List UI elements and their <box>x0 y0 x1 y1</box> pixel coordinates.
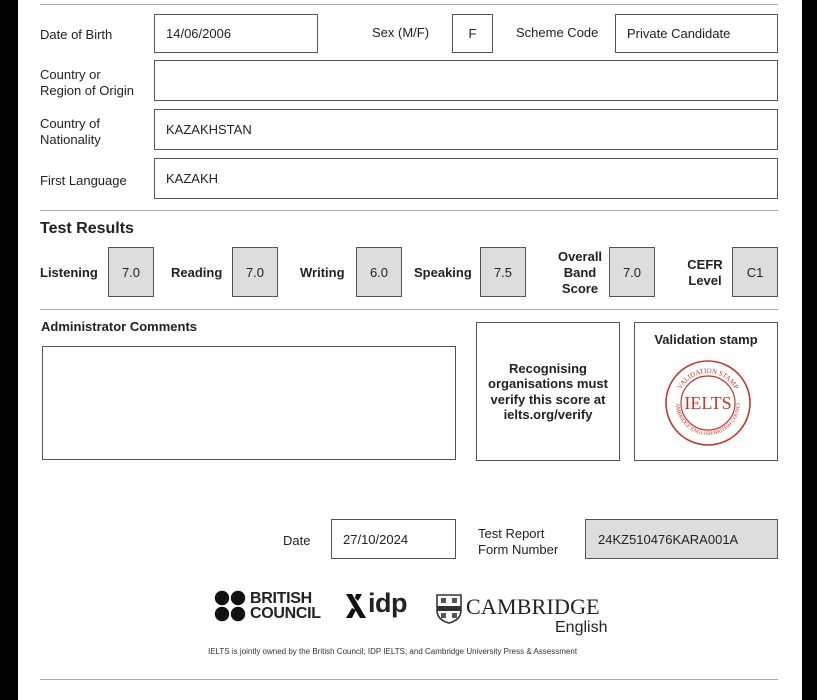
nationality-label-line2: Nationality <box>40 132 101 147</box>
sex-field: F <box>452 14 493 53</box>
speaking-label: Speaking <box>414 265 472 280</box>
nationality-label <box>40 116 101 148</box>
divider <box>40 4 778 5</box>
ielts-stamp <box>664 359 752 447</box>
language-label: First Language <box>40 173 127 188</box>
origin-field <box>154 60 778 101</box>
idp-logo-icon <box>344 592 368 620</box>
validation-stamp-box <box>634 322 778 461</box>
cambridge-shield-icon <box>436 594 462 624</box>
overall-label-line3: Score <box>561 281 599 296</box>
language-field: KAZAKH <box>154 158 778 199</box>
trf-number-field: 24KZ510476KARA001A <box>585 519 778 559</box>
divider <box>40 309 778 310</box>
british-council-wordmark <box>250 591 321 621</box>
divider <box>40 679 778 680</box>
nationality-label-line1: Country of <box>40 116 100 131</box>
report-sheet <box>18 0 802 700</box>
sex-label: Sex (M/F) <box>372 25 430 40</box>
scheme-label: Scheme Code <box>516 25 599 40</box>
reading-score: 7.0 <box>232 247 278 297</box>
validation-stamp-label: Validation stamp <box>654 332 758 347</box>
stamp-ring-bottom: AMBRIDGE ENGLISH/BRITISH COUNCI <box>673 402 743 438</box>
verify-line3: verify this score at <box>490 391 606 407</box>
writing-label: Writing <box>300 265 345 280</box>
verify-link: ielts.org/verify <box>503 407 593 422</box>
overall-label-line1: Overall <box>557 249 603 264</box>
cambridge-english-text: English <box>555 619 608 636</box>
date-field: 27/10/2024 <box>331 519 456 559</box>
origin-label-line1: Country or <box>40 67 101 82</box>
listening-label: Listening <box>40 265 98 280</box>
verify-line2: organisations must <box>488 376 608 391</box>
dob-label: Date of Birth <box>40 27 113 42</box>
stamp-ring-top: VALIDATION STAMP <box>675 366 741 391</box>
overall-label <box>552 249 608 297</box>
overall-label-line2: Band <box>563 265 597 280</box>
writing-score: 6.0 <box>356 247 402 297</box>
bc-line2: COUNCIL <box>250 605 321 622</box>
stamp-ielts-text: IELTS <box>684 393 732 413</box>
idp-wordmark: idp <box>368 588 407 618</box>
trf-label <box>478 526 558 558</box>
nationality-field: KAZAKHSTAN <box>154 109 778 150</box>
scheme-field: Private Candidate <box>615 14 778 53</box>
origin-label <box>40 67 134 99</box>
trf-label-line2: Form Number <box>478 542 559 557</box>
verify-line1: Recognising <box>508 360 587 376</box>
reading-label: Reading <box>171 265 223 280</box>
date-label: Date <box>283 533 311 548</box>
bc-line1: BRITISH <box>250 590 312 607</box>
listening-score: 7.0 <box>108 247 154 297</box>
british-council-logo-icon <box>214 590 248 624</box>
cambridge-wordmark: CAMBRIDGE <box>466 594 600 619</box>
cefr-label-line2: Level <box>688 273 722 288</box>
cefr-label <box>682 257 728 289</box>
verify-notice <box>476 322 620 461</box>
dob-field: 14/06/2006 <box>154 14 318 53</box>
overall-score: 7.0 <box>609 247 655 297</box>
trf-label-line1: Test Report <box>478 526 545 541</box>
cefr-score: C1 <box>732 247 778 297</box>
divider <box>40 210 778 211</box>
ownership-fineprint: IELTS is jointly owned by the British Council; IDP IELTS; and Cambridge University Press & Assessment <box>208 647 578 656</box>
admin-comments-heading: Administrator Comments <box>41 319 198 334</box>
admin-comments-box <box>42 346 456 460</box>
origin-label-line2: Region of Origin <box>40 83 134 98</box>
test-results-heading: Test Results <box>40 220 134 237</box>
cefr-label-line1: CEFR <box>687 257 723 272</box>
speaking-score: 7.5 <box>480 247 526 297</box>
